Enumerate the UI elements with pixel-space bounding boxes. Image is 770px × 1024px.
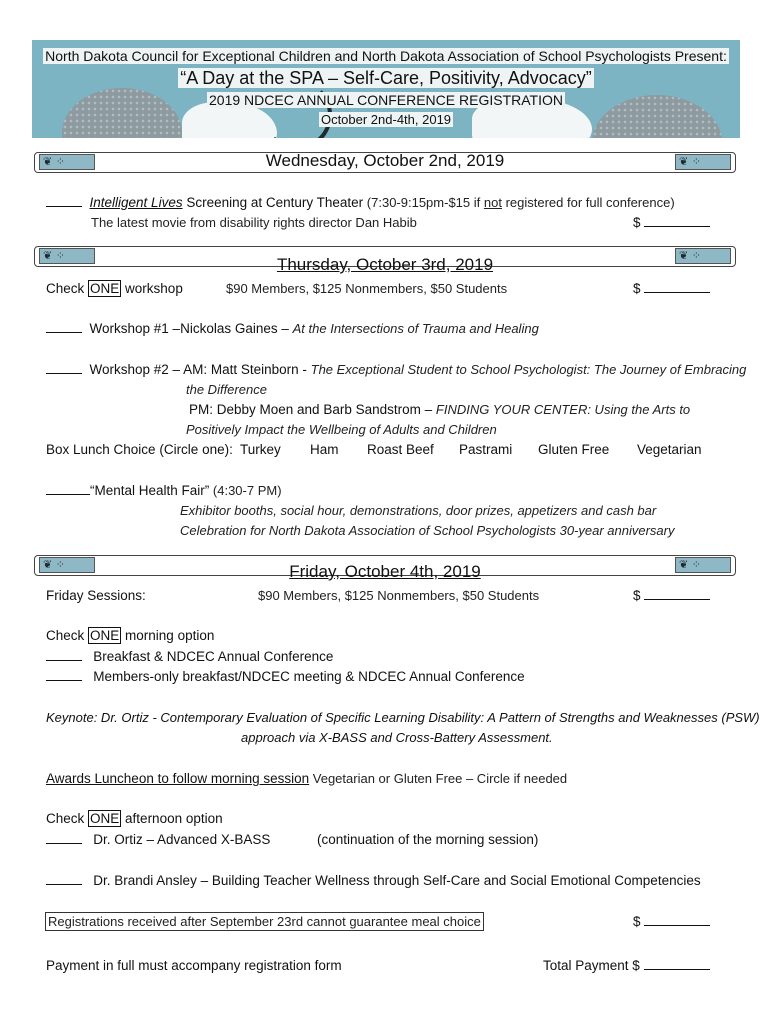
checkbox-blank[interactable] (46, 649, 82, 661)
leaf-icon: ❦ ⁘ (43, 249, 65, 262)
thursday-fees: $90 Members, $125 Nonmembers, $50 Students (226, 281, 508, 296)
screening-amount: $ (633, 215, 710, 230)
friday-fees: $90 Members, $125 Nonmembers, $50 Students (258, 588, 540, 603)
conference-title: “A Day at the SPA – Self-Care, Positivity, Advocacy” (180, 68, 592, 88)
lunch-option-roast-beef[interactable]: Roast Beef (367, 442, 434, 457)
workshop-2-pm-line: PM: Debby Moen and Barb Sandstrom – FINDING YOUR CENTER: Using the Arts to (189, 402, 691, 417)
box-lunch-label: Box Lunch Choice (Circle one): (46, 442, 233, 457)
friday-amount: $ (633, 588, 710, 603)
late-amount: $ (633, 914, 710, 929)
thursday-check-one: Check ONE workshop (46, 281, 183, 296)
afternoon-option-2: Dr. Brandi Ansley – Building Teacher Wellness through Self-Care and Social Emotional Competencies (46, 873, 701, 888)
total-payment: Total Payment $ (543, 958, 710, 973)
workshop-2-line: Workshop #2 – AM: Matt Steinborn - The Exceptional Student to School Psychologist: The Journey of Embracing (46, 362, 746, 377)
afternoon-option-1: Dr. Ortiz – Advanced X-BASS (46, 832, 270, 847)
lunch-option-ham[interactable]: Ham (310, 442, 339, 457)
leaf-icon: ❦ ⁘ (679, 249, 701, 262)
screening-line: Intelligent Lives Screening at Century Theater (7:30-9:15pm-$15 if not registered for full conference) (46, 195, 675, 210)
conference-dates: October 2nd-4th, 2019 (320, 112, 452, 127)
lunch-option-pastrami[interactable]: Pastrami (459, 442, 513, 457)
leaf-icon: ❦ ⁘ (679, 558, 701, 571)
amount-field[interactable] (644, 588, 710, 600)
day-title: Friday, October 4th, 2019 (289, 562, 481, 581)
conference-subtitle: 2019 NDCEC ANNUAL CONFERENCE REGISTRATION (209, 92, 563, 108)
afternoon-check-one: Check ONE afternoon option (46, 811, 223, 826)
mental-health-fair-line: “Mental Health Fair” (4:30-7 PM) (46, 483, 282, 498)
day-title: Thursday, October 3rd, 2019 (276, 255, 494, 274)
fair-celebration: Celebration for North Dakota Association of School Psychologists 30-year anniversary (180, 523, 675, 538)
afternoon-option-1-note: (continuation of the morning session) (317, 832, 539, 847)
leaf-icon: ❦ ⁘ (43, 155, 65, 168)
lunch-option-gluten-free[interactable]: Gluten Free (538, 442, 610, 457)
total-payment-field[interactable] (644, 958, 710, 970)
screening-description: The latest movie from disability rights director Dan Habib (91, 215, 417, 230)
checkbox-blank[interactable] (46, 669, 82, 681)
keynote-line: Keynote: Dr. Ortiz - Contemporary Evaluation of Specific Learning Disability: A Pattern of Strengths and Weaknesses (PSW) (46, 710, 760, 725)
morning-option-2: Members-only breakfast/NDCEC meeting & NDCEC Annual Conference (46, 669, 525, 684)
amount-field[interactable] (644, 215, 710, 227)
awards-luncheon-line: Awards Luncheon to follow morning session Vegetarian or Gluten Free – Circle if needed (46, 771, 568, 786)
late-registration-notice: Registrations received after September 23rd cannot guarantee meal choice (45, 912, 484, 931)
workshop-1-line: Workshop #1 –Nickolas Gaines – At the Intersections of Trauma and Healing (46, 321, 539, 336)
leaf-icon: ❦ ⁘ (43, 558, 65, 571)
workshop-2-pm-title-cont: Positively Impact the Wellbeing of Adults and Children (186, 422, 497, 437)
friday-header (34, 555, 736, 581)
checkbox-blank[interactable] (46, 195, 82, 207)
lunch-option-turkey[interactable]: Turkey (240, 442, 281, 457)
checkbox-blank[interactable] (46, 362, 82, 374)
friday-sessions-label: Friday Sessions: (46, 588, 146, 603)
header-banner (32, 40, 740, 138)
morning-check-one: Check ONE morning option (46, 628, 215, 643)
checkbox-blank[interactable] (46, 321, 82, 333)
thursday-amount: $ (633, 281, 710, 296)
fair-description: Exhibitor booths, social hour, demonstrations, door prizes, appetizers and cash bar (180, 503, 657, 518)
morning-option-1: Breakfast & NDCEC Annual Conference (46, 649, 333, 664)
amount-field[interactable] (644, 281, 710, 293)
lunch-option-vegetarian[interactable]: Vegetarian (637, 442, 702, 457)
checkbox-blank[interactable] (46, 873, 82, 885)
amount-field[interactable] (644, 914, 710, 926)
day-title: Wednesday, October 2nd, 2019 (265, 151, 505, 170)
thursday-header (34, 246, 736, 274)
wednesday-header (34, 152, 736, 173)
checkbox-blank[interactable] (46, 832, 82, 844)
checkbox-blank[interactable] (46, 483, 90, 495)
keynote-line-cont: approach via X-BASS and Cross-Battery Assessment. (241, 730, 553, 745)
payment-note: Payment in full must accompany registration form (46, 958, 342, 973)
workshop-2-title-cont: the Difference (186, 382, 267, 397)
leaf-icon: ❦ ⁘ (679, 155, 701, 168)
presenters-line: North Dakota Council for Exceptional Children and North Dakota Association of School Psychologists Present: (45, 48, 727, 64)
